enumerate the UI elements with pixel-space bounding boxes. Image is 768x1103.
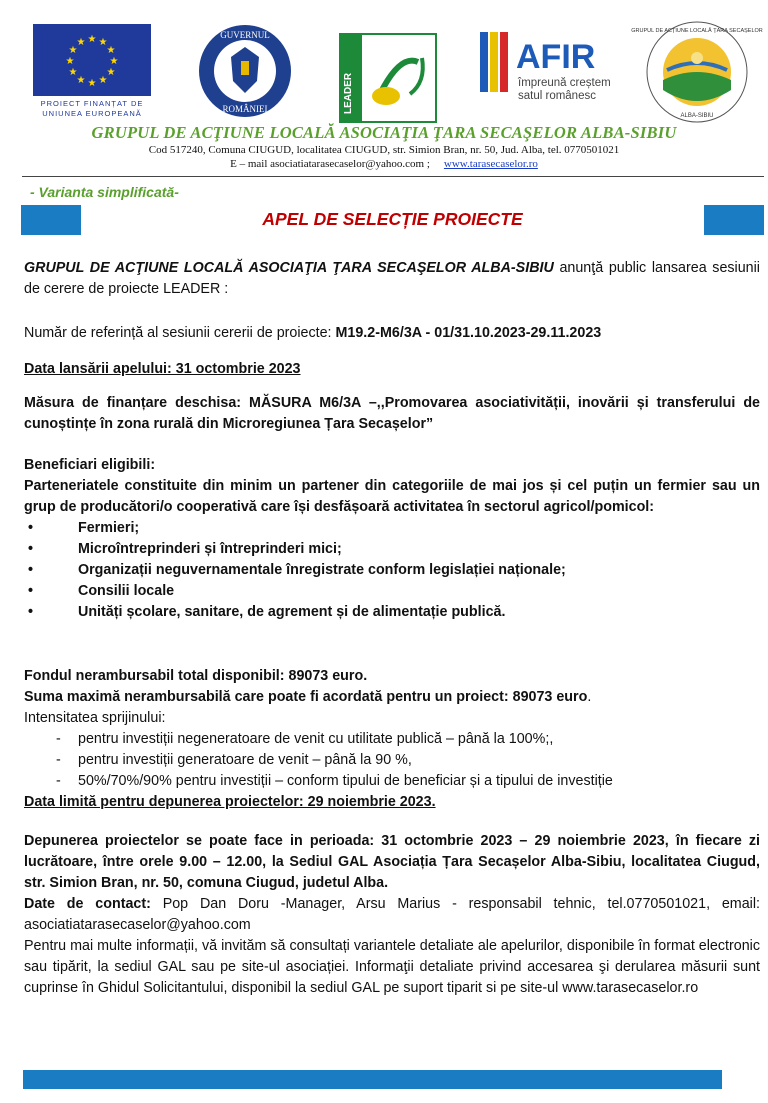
org-address: Cod 517240, Comuna CIUGUD, localitatea CIUGUD, str. Simion Bran, nr. 50, Jud. Alba, tel. 0770501021 [148,144,620,156]
svg-text:★: ★ [106,45,116,56]
measure-paragraph: Măsura de finanțare deschisa: MĂSURA M6/3A –,,Promovarea asociativității, inovării și transferului de cunoștințe în zona rurală din Microregiunea Țara Secașelor” [24,395,760,432]
svg-text:LEADER: LEADER [343,72,354,114]
launch-date: Data lansării apelului: 31 octombrie 2023 [24,361,301,377]
beneficiaries-list [24,518,760,623]
svg-text:★: ★ [87,78,97,89]
svg-text:★: ★ [68,45,78,56]
intensity-list [24,729,760,792]
svg-text:★: ★ [106,67,116,78]
list-item: • Unități școlare, sanitare, de agrement și de alimentație publică. [24,602,760,623]
reference-value: M19.2-M6/3A - 01/31.10.2023-29.11.2023 [335,325,602,341]
org-name-heading: GRUPUL DE ACŢIUNE LOCALĂ ASOCIAŢIA ŢARA SECAŞELOR ALBA-SIBIU [91,123,677,142]
svg-text:ALBA-SIBIU: ALBA-SIBIU [680,113,714,119]
afir-logo [478,22,626,114]
svg-text:★: ★ [68,67,78,78]
eu-stars-icon [33,24,151,96]
list-item: - pentru investiții generatoare de venit – până la 90 %, [24,750,760,771]
svg-text:★: ★ [65,56,75,67]
list-item: - pentru investiții negeneratoare de venit cu utilitate publică – până la 100%;, [24,729,760,750]
svg-text:★: ★ [109,56,119,67]
letterhead [0,123,768,171]
svg-text:★: ★ [98,37,108,48]
intensity-label: Intensitatea sprijinului: [24,710,166,726]
more-info-paragraph: Pentru mai multe informații, vă invităm să consultați variantele detaliate ale apelurilor, disponibile în format electronic sau tipărit, la sediul GAL sau pe site-ul asociației. Informaţii detaliate privind accesarea şi derularea măsurii sunt cuprinse în Ghidul Solicitantului, disponibil la sediul GAL pe suport tiparit si pe site-ul www.tarasecaselor.ro [24,938,760,996]
deadline: Data limită pentru depunerea proiectelor: 29 noiembrie 2023. [24,794,436,810]
svg-text:satul românesc: satul românesc [518,90,596,102]
svg-text:ROMÂNIEI: ROMÂNIEI [222,104,268,114]
list-item: - 50%/70%/90% pentru investiții – conform tipului de beneficiar și a tipului de investiție [24,771,760,792]
svg-text:★: ★ [76,75,86,86]
banner-title: APEL DE SELECȚIE PROIECTE [262,209,523,229]
intro-org: GRUPUL DE ACŢIUNE LOCALĂ ASOCIAŢIA ŢARA SECAŞELOR ALBA-SIBIU [24,260,554,276]
svg-text:împreună creștem: împreună creștem [518,77,611,89]
funding-max-end: . [587,689,592,705]
org-email: E – mail asociatiatarasecaselor@yahoo.com ; [230,158,430,170]
contact-text: Pop Dan Doru -Manager, Arsu Marius - responsabil tehnic, tel.0770501021, email: asociatiatarasecaselor@yahoo.com [24,896,760,933]
contact-paragraph [24,894,760,936]
reference-line [24,323,760,344]
svg-text:AFIR: AFIR [516,38,596,76]
gal-round-logo [631,20,763,124]
funding-max-line [24,687,760,708]
variant-label: - Varianta simplificată- [30,184,179,200]
svg-text:★: ★ [98,75,108,86]
org-contact-line [0,157,768,171]
list-item: • Consilii locale [24,581,760,602]
government-seal-logo [197,23,293,119]
svg-text:★: ★ [76,37,86,48]
svg-text:GRUPUL DE ACȚIUNE LOCALĂ ȚARA: GRUPUL DE ACȚIUNE LOCALĂ ȚARA SECAȘELOR [631,28,763,34]
list-item: • Microîntreprinderi și întreprinderi mici; [24,539,760,560]
title-banner [21,205,764,235]
list-item: • Organizații neguvernamentale înregistrate conform legislației naționale; [24,560,760,581]
funding-section [24,666,760,813]
leader-logo [340,34,436,122]
logo-bar [0,18,768,128]
submission-paragraph: Depunerea proiectelor se poate face in perioada: 31 octombrie 2023 – 29 noiembrie 2023, în fiecare zi lucrătoare, între orele 9.00 – 12.00, la Sediul GAL Asociația Țara Secașelor Alba-Sibiu, localitatea Ciugud, str. Simion Bran, nr. 50, comuna Ciugud, judetul Alba. [24,833,760,891]
reference-label: Număr de referință al sesiunii cererii de proiecte: [24,325,336,341]
funding-max: Suma maximă nerambursabilă care poate fi acordată pentru un proiect: 89073 euro [24,689,588,705]
svg-text:★: ★ [87,34,97,45]
list-item: • Fermieri; [24,518,760,539]
beneficiaries-section [24,455,760,623]
intro-text: anunţă public lansarea sesiunii de cerere de proiecte LEADER : [24,260,760,297]
eu-caption: PROIECT FINANȚAT DE UNIUNEA EUROPEANĂ [40,99,144,118]
intro-paragraph [24,258,760,300]
header-divider [22,176,764,177]
beneficiaries-heading: Beneficiari eligibili: [24,457,156,473]
eu-flag-logo [33,24,151,120]
website-link[interactable]: www.tarasecaselor.ro [443,158,538,170]
contact-label: Date de contact: [24,896,151,912]
footer-bar [23,1070,722,1089]
beneficiaries-desc: Parteneriatele constituite din minim un partener din categoriile de mai jos și cel puțin un fermier sau un grup de producători/o cooperativă care își desfășoară activitatea în sectorul agricol/pomicol: [24,478,760,515]
funding-total: Fondul nerambursabil total disponibil: 89073 euro. [24,668,368,684]
svg-text:GUVERNUL: GUVERNUL [220,30,270,40]
